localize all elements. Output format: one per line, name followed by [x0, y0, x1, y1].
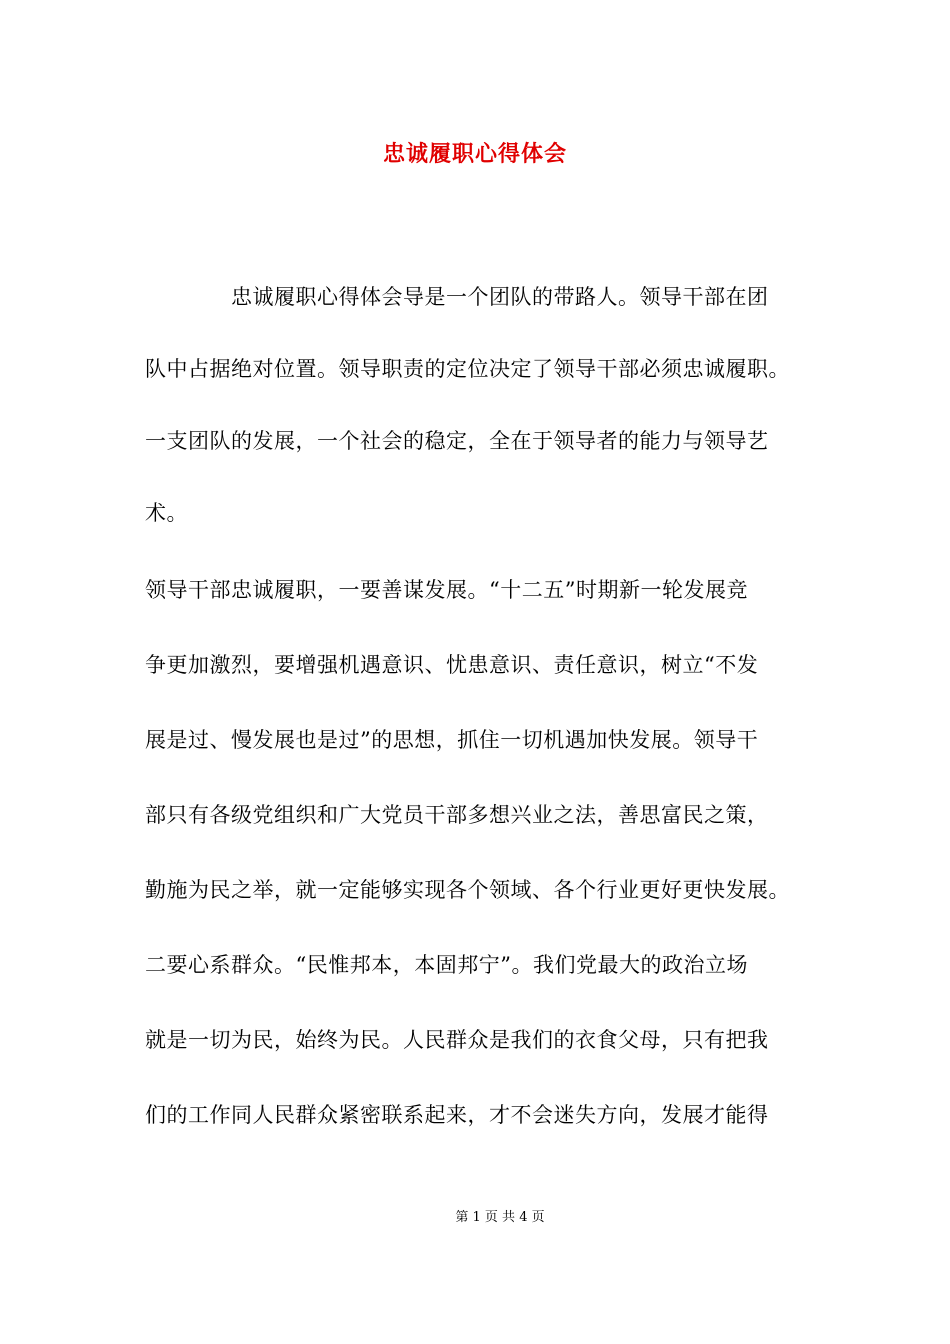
body-line-1: 忠诚履职心得体会导是一个团队的带路人。领导干部在团 [145, 285, 769, 309]
body-line-9: 勤施为民之举，就一定能够实现各个领域、各个行业更好更快发展。 [145, 878, 790, 902]
body-line-2: 队中占据绝对位置。领导职责的定位决定了领导干部必须忠诚履职。 [145, 357, 790, 381]
document-title: 忠诚履职心得体会 [382, 141, 567, 167]
body-line-8: 部只有各级党组织和广大党员干部多想兴业之法，善思富民之策， [145, 803, 769, 827]
body-line-11: 就是一切为民，始终为民。人民群众是我们的衣食父母，只有把我 [145, 1028, 769, 1052]
body-line-5: 领导干部忠诚履职，一要善谋发展。“十二五”时期新一轮发展竞 [145, 578, 748, 602]
page-number: 第 1 页 共 4 页 [455, 1210, 545, 1225]
body-line-10: 二要心系群众。“民惟邦本，本固邦宁”。我们党最大的政治立场 [145, 953, 748, 977]
body-line-12: 们的工作同人民群众紧密联系起来，才不会迷失方向，发展才能得 [145, 1103, 769, 1127]
body-line-6: 争更加激烈，要增强机遇意识、忧患意识、责任意识，树立“不发 [145, 653, 759, 677]
body-line-7: 展是过、慢发展也是过”的思想，抓住一切机遇加快发展。领导干 [145, 728, 759, 752]
body-line-3: 一支团队的发展，一个社会的稳定，全在于领导者的能力与领导艺 [145, 429, 769, 453]
body-line-4: 术。 [145, 501, 188, 525]
